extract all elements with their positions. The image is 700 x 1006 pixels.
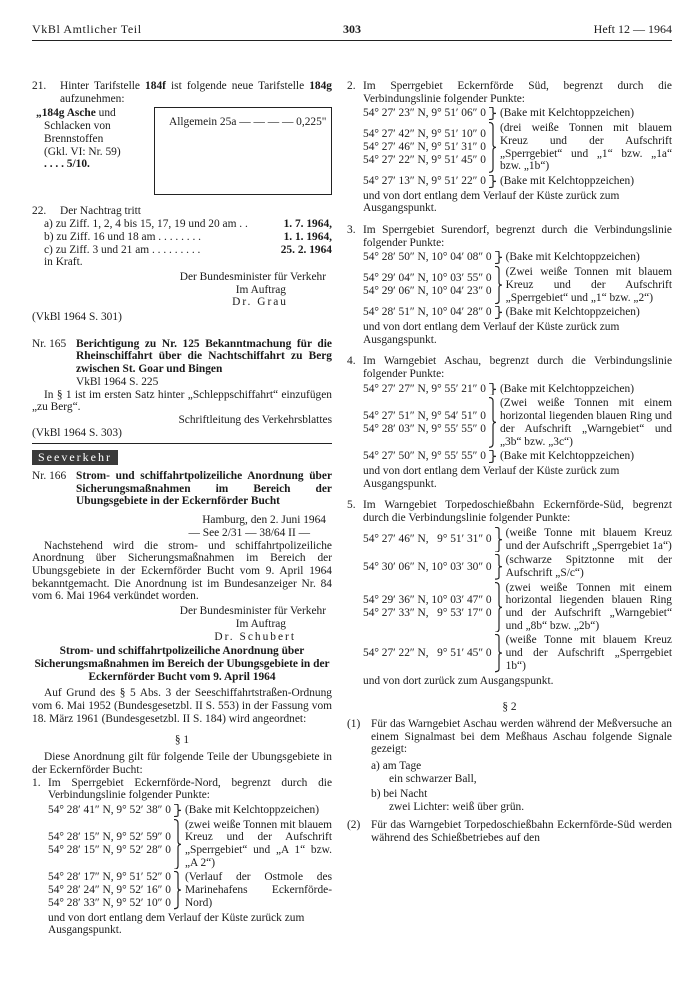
coordinate: 54° 28′ 15″ N, 9° 52′ 59″ 0 [48, 831, 171, 844]
coordinate: 54° 27′ 46″ N, 9° 51′ 31″ 0 [363, 141, 486, 154]
point-description: (weiße Tonne mit blauem Kreuz und der Aufschrift „Sperrgebiet 1a“) [505, 526, 672, 552]
brace [488, 383, 496, 396]
coordinate: 54° 27′ 42″ N, 9° 51′ 10″ 0 [363, 128, 486, 141]
issue-label: Heft 12 — 1964 [593, 22, 672, 36]
coordinate: 54° 27′ 33″ N, 9° 53′ 17″ 0 [363, 607, 492, 620]
point-description: (Bake mit Kelchtoppzeichen) [505, 306, 640, 319]
signals-list: a) am Tage ein schwarzer Ball, b) bei Nacht zwei Lichter: weiß über grün. [371, 760, 525, 814]
item-22: 22. Der Nachtrag tritt [32, 205, 141, 218]
point-group [363, 251, 672, 264]
point-group [363, 554, 672, 579]
point-group [363, 527, 672, 552]
coordinate: 54° 27′ 23″ N, 9° 51′ 06″ 0 [363, 107, 486, 120]
coordinate: 54° 28′ 50″ N, 10° 04′ 08″ 0 [363, 251, 492, 264]
point-group [363, 634, 672, 672]
point-description: (Zwei weiße Tonnen mit blauem Kreuz und der Aufschrift „Sperrgebiet“ und „1“ bzw. „2“) [505, 266, 672, 304]
notice-166: Nr. 166 Strom- und schiffahrtpolizeiliche Anordnung über Sicherungsmaßnahmen im Bereich der Ubungsgebiete in der Eckernförder Bucht [32, 470, 332, 508]
point-description: (Bake mit Kelchtoppzeichen) [499, 450, 635, 463]
brace [494, 306, 502, 319]
area-2: 2. Im Sperrgebiet Eckernförde Süd, begrenzt durch die Verbindungslinie folgender Punkte: [347, 80, 672, 105]
tariff-box: Allgemein 25a — — — — 0,225" [154, 107, 332, 195]
paragraph-1-heading: § 1 [174, 734, 190, 747]
area-5: 5. Im Warngebiet Torpedoschießbahn Eckernförde-Süd, begrenzt durch die Verbindungslinie folgender Punkte: [347, 499, 672, 525]
area-3: 3. Im Sperrgebiet Surendorf, begrenzt durch die Verbindungslinie folgender Punkte: [347, 224, 672, 249]
point-group [48, 819, 332, 870]
point-description: (zwei weiße Tonnen mit einem horizontal liegenden blauen Ring und der Aufschrift „Warngebiet“ und „8b“ bzw. „2b“) [505, 581, 672, 632]
point-group [363, 397, 672, 448]
journal-title: VkBl Amtlicher Teil [32, 22, 142, 36]
point-group [363, 266, 672, 304]
coordinate: 54° 28′ 33″ N, 9° 52′ 10″ 0 [48, 896, 171, 909]
brace [173, 804, 181, 817]
brace [173, 871, 181, 909]
point-group [363, 383, 672, 396]
brace [494, 527, 502, 552]
coordinate: 54° 28′ 51″ N, 10° 04′ 28″ 0 [363, 306, 492, 319]
point-description: (weiße Tonne mit blauem Kreuz und der Aufschrift „Sperrgebiet 1b“) [505, 634, 672, 672]
brace [494, 251, 502, 264]
signature-block-2: Der Bundesminister für Verkehr Im Auftrag Dr. Schubert [179, 605, 326, 643]
point-group [48, 804, 332, 817]
brace [494, 634, 502, 672]
brace [488, 107, 496, 120]
point-group [363, 306, 672, 319]
area-3-points [347, 251, 672, 319]
coordinate: 54° 27′ 27″ N, 9° 55′ 21″ 0 [363, 382, 486, 395]
left-column: 21. Hinter Tarifstelle 184f ist folgende neue Tarifstelle 184g aufzunehmen: „184g Asche und Schlacken von Brennstoffen (Gkl. VI: Nr. 59) . . . . 5/10. Allgemein 25a — — — — 0,225" 22. Der Nachtrag tritt a) zu Ziff. 1, 2, 4 bis 15, 17, 19 und 20 am . . 1. 7. 1964, b) zu Ziff. 16 und 18 am . . . . . . . . 1. 1. 1964, c) zu Ziff. 3 und 21 am . . . . . . . . . 25. 2. 1964 in Kraft. Der Bundesminister für Verkehr Im Auftrag Dr. Grau (VkBl 1964 S. 301) Nr. 165 Berichtigung zu Nr. 125 Bekanntmachung für die Rheinschiffahrt über die Nachtschiffahrt zu Berg zwischen St. Goar und Bingen VkBl 1964 S. 225 In § 1 ist im ersten Satz hinter „Schleppschiffahrt“ einzufügen „zu Berg“. Schriftleitung des Verkehrsblattes (VkBl 1964 S. 303) Seeverkehr Nr. 166 Strom- und schiffahrtpolizeiliche Anordnung über Sicherungsmaßnahmen im Bereich der Ubungsgebiete in der Eckernförder Bucht Hamburg, den 2. Juni 1964 — See 2/31 — 38/64 II — Nachstehend wird die strom- und schiffahrtpolizeiliche Anordnung über Sicherungsmaßnahmen im Bereich der Ubungsgebiete in der Eckernförder Bucht vom 9. April 1964 bekanntgemacht. Die Anordnung ist im Bundesanzeiger Nr. 84 vom 6. Mai 1964 verkündet worden. Der Bundesminister für Verkehr Im Auftrag Dr. Schubert Strom- und schiffahrtpolizeiliche Anordnung über Sicherungsmaßnahmen im Bereich der Ubungsgebiete in der Eckernförder Bucht vom 9. April 1964 Auf Grund des § 5 Abs. 3 der Seeschiffahrtstraßen-Ordnung vom 6. Mai 1952 (Bundesgesetzbl. II S. 553) in der Fassung vom 18. März 1961 (Bundesgesetzbl. II S. 184) wird angeordnet: § 1 Diese Anordnung gilt für folgende Teile der Ubungsgebiete in der Eckernförder Bucht: 1. Im Sperrgebiet Eckernförde-Nord, begrenzt durch die Verbindungslinie folgender Punkte: 54° 28′ 41″ N, 9° 52′ 38″ 0 (Bake mit Kelchtoppzeichen) 54° 28′ 15″ N, 9° 52′ 59″ 0 54° 28′ 15″ N, 9° 52′ 28″ 0 (zwei weiße Tonnen mit blauem Kreuz und der Aufschrift „Sperrgebiet“ und „A 1“ bzw. „A 2“) 54° 28′ 17″ N, 9° 51′ 52″ 0 54° 28′ 24″ N, 9° 52′ 16″ 0 54° 28′ 33″ N, 9° 52′ 10″ 0 (Verlauf der Ostmole des Marinehafens Eckernförde-Nord) und von dort entlang dem Verlauf der Küste zurück zum Ausgangspunkt. [32, 80, 332, 937]
point-group [363, 450, 672, 463]
brace [494, 554, 502, 579]
brace [488, 397, 496, 448]
point-group [363, 175, 672, 188]
area-5-points [347, 527, 672, 673]
notice-165: Nr. 165 Berichtigung zu Nr. 125 Bekanntmachung für die Rheinschiffahrt über die Nachtschiffahrt zu Berg zwischen St. Goar und Bingen [32, 337, 332, 376]
notice-165-title: Berichtigung zu Nr. 125 Bekanntmachung für die Rheinschiffahrt über die Nachtschiffahrt zu Berg zwischen St. Goar und Bingen [76, 337, 332, 376]
point-description: (Bake mit Kelchtoppzeichen) [499, 382, 635, 395]
point-description: (Verlauf der Ostmole des Marinehafens Eckernförde-Nord) [184, 871, 332, 909]
coordinate: 54° 29′ 36″ N, 10° 03′ 47″ 0 [363, 594, 492, 607]
section-divider [32, 443, 332, 444]
notice-166-title: Strom- und schiffahrtpolizeiliche Anordnung über Sicherungsmaßnahmen im Bereich der Ubungsgebiete in der Eckernförder Bucht [76, 470, 332, 508]
clause-2-2: (2) Für das Warngebiet Torpedoschießbahn Eckernförde-Süd werden während des Schießbetriebes auf den [347, 818, 672, 844]
coordinate: 54° 28′ 24″ N, 9° 52′ 16″ 0 [48, 884, 171, 897]
point-description: (Bake mit Kelchtoppzeichen) [499, 107, 635, 120]
section-heading: Seeverkehr [32, 450, 118, 465]
area-4-points [347, 383, 672, 463]
area-4: 4. Im Warngebiet Aschau, begrenzt durch die Verbindungslinie folgender Punkte: [347, 355, 672, 381]
point-group [363, 582, 672, 633]
coordinate: 54° 29′ 06″ N, 10° 04′ 23″ 0 [363, 285, 492, 298]
coordinate: 54° 28′ 41″ N, 9° 52′ 38″ 0 [48, 803, 171, 816]
point-description: (Bake mit Kelchtoppzeichen) [505, 251, 640, 264]
notice-165-body: In § 1 ist im ersten Satz hinter „Schleppschiffahrt“ einzufügen „zu Berg“. [32, 388, 332, 414]
citation-303: (VkBl 1964 S. 303) [32, 426, 122, 439]
coordinate: 54° 28′ 03″ N, 9° 55′ 55″ 0 [363, 422, 486, 435]
brace [494, 582, 502, 633]
coordinate: 54° 28′ 15″ N, 9° 52′ 28″ 0 [48, 844, 171, 857]
coordinate: 54° 27′ 22″ N, 9° 51′ 45″ 0 [363, 153, 486, 166]
coordinate: 54° 27′ 50″ N, 9° 55′ 55″ 0 [363, 450, 486, 463]
effective-dates: a) zu Ziff. 1, 2, 4 bis 15, 17, 19 und 20 am . . 1. 7. 1964, b) zu Ziff. 16 und 18 am . . . . . . . . 1. 1. 1964, c) zu Ziff. 3 und 21 am . . . . . . . . . 25. 2. 1964 in Kraft. [44, 218, 332, 269]
area-2-points [347, 107, 672, 187]
coordinate: 54° 29′ 04″ N, 10° 03′ 55″ 0 [363, 272, 492, 285]
coordinate: 54° 27′ 13″ N, 9° 51′ 22″ 0 [363, 174, 486, 187]
brace [173, 819, 181, 870]
area-1-points [32, 804, 332, 910]
coordinate: 54° 30′ 06″ N, 10° 03′ 30″ 0 [363, 560, 492, 573]
point-description: (drei weiße Tonnen mit blauem Kreuz und der Aufschrift „Sperrgebiet“ und „1“ bzw. „1a“ bzw. „1b“) [499, 122, 672, 173]
point-description: (Bake mit Kelchtoppzeichen) [499, 174, 635, 187]
point-description: (Zwei weiße Tonnen mit einem horizontal liegenden blauen Ring und der Aufschrift „Warngebiet“ und „3b“ bzw. „3c“) [499, 397, 672, 448]
paragraph-2-heading: § 2 [502, 701, 517, 714]
signature-block-1: Der Bundesminister für Verkehr Im Auftrag Dr. Grau [179, 270, 326, 309]
point-group [48, 871, 332, 909]
coordinate: 54° 28′ 17″ N, 9° 51′ 52″ 0 [48, 871, 171, 884]
point-group [363, 122, 672, 173]
right-column: 2. Im Sperrgebiet Eckernförde Süd, begrenzt durch die Verbindungslinie folgender Punkte: 54° 27′ 23″ N, 9° 51′ 06″ 0 (Bake mit Kelchtoppzeichen) 54° 27′ 42″ N, 9° 51′ 10″ 0 54° 27′ 46″ N, 9° 51′ 31″ 0 54° 27′ 22″ N, 9° 51′ 45″ 0 (drei weiße Tonnen mit blauem Kreuz und der Aufschrift „Sperrgebiet“ und „1“ bzw. „1a“ bzw. „1b“) 54° 27′ 13″ N, 9° 51′ 22″ 0 (Bake mit Kelchtoppzeichen) und von dort entlang dem Verlauf der Küste zurück zum Ausgangspunkt. 3. Im Sperrgebiet Surendorf, begrenzt durch die Verbindungslinie folgender Punkte: 54° 28′ 50″ N, 10° 04′ 08″ 0 (Bake mit Kelchtoppzeichen) 54° 29′ 04″ N, 10° 03′ 55″ 0 54° 29′ 06″ N, 10° 04′ 23″ 0 (Zwei weiße Tonnen mit blauem Kreuz und der Aufschrift „Sperrgebiet“ und „1“ bzw. „2“) 54° 28′ 51″ N, 10° 04′ 28″ 0 (Bake mit Kelchtoppzeichen) und von dort entlang dem Verlauf der Küste zurück zum Ausgangspunkt. 4. Im Warngebiet Aschau, begrenzt durch die Verbindungslinie folgender Punkte: 54° 27′ 27″ N, 9° 55′ 21″ 0 (Bake mit Kelchtoppzeichen) 54° 27′ 51″ N, 9° 54′ 51″ 0 54° 28′ 03″ N, 9° 55′ 55″ 0 (Zwei weiße Tonnen mit einem horizontal liegenden blauen Ring und der Aufschrift „Warngebiet“ und „3b“ bzw. „3c“) 54° 27′ 50″ N, 9° 55′ 55″ 0 (Bake mit Kelchtoppzeichen) und von dort entlang dem Verlauf der Küste zurück zum Ausgangspunkt. 5. Im Warngebiet Torpedoschießbahn Eckernförde-Süd, begrenzt durch die Verbindungslinie folgender Punkte: 54° 27′ 46″ N, 9° 51′ 31″ 0 (weiße Tonne mit blauem Kreuz und der Aufschrift „Sperrgebiet 1a“) 54° 30′ 06″ N, 10° 03′ 30″ 0 (schwarze Spitztonne mit der Aufschrift „S/c“) 54° 29′ 36″ N, 10° 03′ 47″ 0 54° 27′ 33″ N, 9° 53′ 17″ 0 (zwei weiße Tonnen mit einem horizontal liegenden blauen Ring und der Aufschrift „Warngebiet“ und „8b“ bzw. „2b“) 54° 27′ 22″ N, 9° 51′ 45″ 0 (weiße Tonne mit blauem Kreuz und der Aufschrift „Sperrgebiet 1b“) und von dort zurück zum Ausgangspunkt. § 2 (1) Für das Warngebiet Aschau werden während der Meßversuche an einem Signalmast bei dem Meßhaus Aschau folgende Signale gezeigt: a) am Tage ein schwarzer Ball, b) bei Nacht zwei Lichter: weiß über grün. (2) Für das Warngebiet Torpedoschießbahn Eckernförde-Süd werden während des Schießbetriebes auf den [347, 80, 672, 844]
clause-2-1: (1) Für das Warngebiet Aschau werden während der Meßversuche an einem Signalmast bei dem Meßhaus Aschau folgende Signale gezeigt: [347, 717, 672, 756]
brace [494, 266, 502, 304]
point-group [363, 107, 672, 120]
page-header [32, 22, 672, 41]
brace [488, 175, 496, 188]
point-description: (zwei weiße Tonnen mit blauem Kreuz und der Aufschrift „Sperrgebiet“ und „A 1“ bzw. „A 2“) [184, 818, 332, 869]
tariff-entry: „184g Asche und Schlacken von Brennstoffen (Gkl. VI: Nr. 59) . . . . 5/10. Allgemein 25a — — — — 0,225" [32, 107, 332, 195]
point-description: (schwarze Spitztonne mit der Aufschrift „S/c“) [505, 554, 672, 579]
coordinate: 54° 27′ 46″ N, 9° 51′ 31″ 0 [363, 533, 492, 546]
coordinate: 54° 27′ 51″ N, 9° 54′ 51″ 0 [363, 410, 486, 423]
ordinance-title: Strom- und schiffahrtpolizeiliche Anordnung über Sicherungsmaßnahmen im Bereich der Ubungsgebiete in der Eckernförder Bucht vom 9. April 1964 [34, 645, 330, 683]
brace [488, 450, 496, 463]
point-description: (Bake mit Kelchtoppzeichen) [184, 803, 320, 816]
page-number: 303 [343, 22, 361, 36]
area-1: 1. Im Sperrgebiet Eckernförde-Nord, begrenzt durch die Verbindungslinie folgender Punkte: [32, 776, 332, 802]
coordinate: 54° 27′ 22″ N, 9° 51′ 45″ 0 [363, 647, 492, 660]
brace [488, 122, 496, 173]
notice-166-intro: Nachstehend wird die strom- und schiffahrtpolizeiliche Anordnung über Sicherungsmaßnahmen im Bereich der Ubungsgebiete in der Eckernförder Bucht vom 9. April 1964 bekanntgemacht. Die Anordnung ist im Bundesanzeiger Nr. 84 vom 6. Mai 1964 verkündet worden. [32, 539, 332, 603]
item-21: 21. Hinter Tarifstelle 184f ist folgende neue Tarifstelle 184g aufzunehmen: [32, 80, 332, 105]
citation-301: (VkBl 1964 S. 301) [32, 311, 122, 324]
